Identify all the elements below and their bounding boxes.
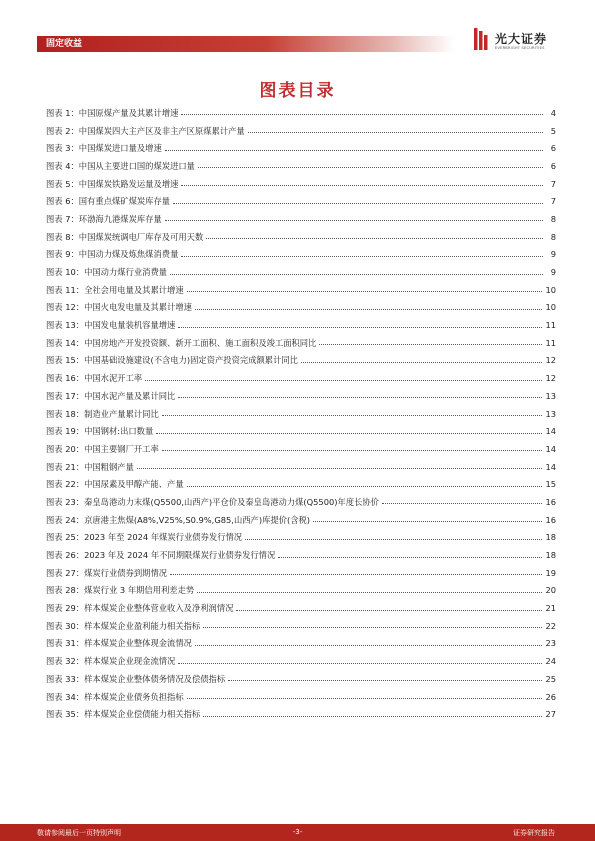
toc-entry-title: 图表 8：中国煤炭统调电厂库存及可用天数 xyxy=(46,231,204,242)
toc-entry[interactable] xyxy=(46,493,556,511)
toc-entry[interactable] xyxy=(46,228,556,246)
toc-entry-title: 图表 19：中国钢材:出口数量 xyxy=(46,426,154,437)
toc-entry-title: 图表 26：2023 年及 2024 年不同期限煤炭行业债券发行情况 xyxy=(46,550,276,561)
toc-entry-page: 20 xyxy=(545,585,556,596)
toc-entry-page: 23 xyxy=(545,638,556,649)
toc-entry-title: 图表 7：环渤海九港煤炭库存量 xyxy=(46,213,162,224)
toc-entry-title: 图表 25：2023 年至 2024 年煤炭行业债券发行情况 xyxy=(46,532,243,543)
toc-leader-dots xyxy=(162,415,543,416)
toc-entry[interactable] xyxy=(46,122,556,140)
toc-entry-page: 27 xyxy=(545,709,556,720)
toc-entry[interactable] xyxy=(46,688,556,706)
toc-entry-page: 6 xyxy=(550,143,556,154)
toc-entry-title: 图表 20：中国主要钢厂开工率 xyxy=(46,443,159,454)
toc-entry-title: 图表 2：中国煤炭四大主产区及非主产区原煤累计产量 xyxy=(46,125,245,136)
toc-entry-page: 8 xyxy=(550,213,556,224)
toc-leader-dots xyxy=(236,610,542,611)
toc-entry-title: 图表 21：中国粗钢产量 xyxy=(46,461,134,472)
toc-entry[interactable] xyxy=(46,652,556,670)
toc-entry-title: 图表 14：中国房地产开发投资额、新开工面积、施工面积及竣工面积同比 xyxy=(46,337,317,348)
toc-leader-dots xyxy=(173,203,543,204)
toc-entry-page: 14 xyxy=(545,426,556,437)
toc-entry-page: 11 xyxy=(545,337,556,348)
toc-leader-dots xyxy=(165,220,543,221)
toc-entry-page: 12 xyxy=(545,355,556,366)
toc-entry[interactable] xyxy=(46,705,556,723)
toc-entry[interactable] xyxy=(46,210,556,228)
toc-entry-page: 13 xyxy=(545,390,556,401)
toc-entry-title: 图表 24：京唐港主焦煤(A8%,V25%,S0.9%,G85,山西产)库提价(含税) xyxy=(46,514,311,525)
toc-entry-title: 图表 23：秦皇岛港动力末煤(Q5500,山西产)平仓价及秦皇岛港动力煤(Q5500)年度长协价 xyxy=(46,496,379,507)
toc-entry-title: 图表 22：中国尿素及甲醇产能、产量 xyxy=(46,479,184,490)
toc-entry-title: 图表 15：中国基础设施建设(不含电力)固定资产投资完成额累计同比 xyxy=(46,355,298,366)
toc-leader-dots xyxy=(203,627,542,628)
brand-name: 光大证券 xyxy=(495,32,548,46)
toc-entry-title: 图表 10：中国动力煤行业消费量 xyxy=(46,267,168,278)
toc-entry-page: 13 xyxy=(545,408,556,419)
toc-entry[interactable] xyxy=(46,599,556,617)
toc-entry[interactable] xyxy=(46,458,556,476)
toc-entry-page: 14 xyxy=(545,461,556,472)
toc-leader-dots xyxy=(228,680,542,681)
toc-leader-dots xyxy=(187,698,543,699)
toc-leader-dots xyxy=(245,539,542,540)
toc-leader-dots xyxy=(382,503,542,504)
toc-leader-dots xyxy=(178,663,542,664)
toc-entry[interactable] xyxy=(46,263,556,281)
toc-leader-dots xyxy=(181,256,543,257)
toc-leader-dots xyxy=(278,557,542,558)
toc-entry[interactable] xyxy=(46,422,556,440)
toc-entry[interactable] xyxy=(46,192,556,210)
toc-entry-page: 5 xyxy=(550,125,556,136)
toc-entry-page: 22 xyxy=(545,620,556,631)
toc-entry-page: 18 xyxy=(545,532,556,543)
toc-entry-page: 9 xyxy=(550,249,556,260)
toc-leader-dots xyxy=(313,521,542,522)
toc-entry[interactable] xyxy=(46,281,556,299)
toc-entry[interactable] xyxy=(46,246,556,264)
toc-entry-title: 图表 17：中国水泥产量及累计同比 xyxy=(46,390,176,401)
toc-entry[interactable] xyxy=(46,175,556,193)
toc-entry-title: 图表 32：样本煤炭企业现金流情况 xyxy=(46,656,176,667)
toc-entry[interactable] xyxy=(46,104,556,122)
toc-leader-dots xyxy=(206,238,543,239)
toc-entry-title: 图表 34：样本煤炭企业债务负担指标 xyxy=(46,691,184,702)
toc-entry-title: 图表 28：煤炭行业 3 年期信用利差走势 xyxy=(46,585,195,596)
toc-entry-page: 7 xyxy=(550,178,556,189)
toc-entry-title: 图表 6：国有重点煤矿煤炭库存量 xyxy=(46,196,171,207)
toc-leader-dots xyxy=(145,380,542,381)
footer-report-type: 证券研究报告 xyxy=(513,829,555,837)
toc-entry-page: 10 xyxy=(545,302,556,313)
toc-leader-dots xyxy=(301,362,542,363)
toc-entry-page: 11 xyxy=(545,320,556,331)
toc-entry-title: 图表 18：制造业产量累计同比 xyxy=(46,408,159,419)
toc-entry[interactable] xyxy=(46,617,556,635)
toc-entry-title: 图表 12：中国火电发电量及其累计增速 xyxy=(46,302,192,313)
toc-leader-dots xyxy=(197,592,542,593)
toc-entry-page: 19 xyxy=(545,567,556,578)
toc-entry[interactable] xyxy=(46,582,556,600)
toc-entry-page: 16 xyxy=(545,496,556,507)
toc-leader-dots xyxy=(181,185,543,186)
toc-entry[interactable] xyxy=(46,299,556,317)
brand-logo-icon xyxy=(474,28,490,50)
toc-leader-dots xyxy=(178,327,542,328)
toc-entry[interactable] xyxy=(46,564,556,582)
toc-entry-title: 图表 29：样本煤炭企业整体营业收入及净利润情况 xyxy=(46,603,234,614)
toc-entry-title: 图表 13：中国发电量装机容量增速 xyxy=(46,320,176,331)
toc-entry-title: 图表 1：中国原煤产量及其累计增速 xyxy=(46,107,179,118)
toc-entry[interactable] xyxy=(46,352,556,370)
toc-entry-page: 10 xyxy=(545,284,556,295)
toc-entry-title: 图表 11：全社会用电量及其累计增速 xyxy=(46,284,184,295)
toc-leader-dots xyxy=(198,167,543,168)
toc-entry[interactable] xyxy=(46,529,556,547)
toc-entry[interactable] xyxy=(46,369,556,387)
toc-list xyxy=(46,104,556,723)
toc-leader-dots xyxy=(319,344,542,345)
page-title: 图表目录 xyxy=(259,81,336,101)
toc-entry-page: 8 xyxy=(550,231,556,242)
footer-disclaimer: 敬请参阅最后一页特别声明 xyxy=(37,829,121,837)
toc-entry-page: 15 xyxy=(545,479,556,490)
toc-entry-page: 14 xyxy=(545,443,556,454)
toc-entry-page: 7 xyxy=(550,196,556,207)
toc-entry-title: 图表 31：样本煤炭企业整体现金流情况 xyxy=(46,638,192,649)
toc-entry-title: 图表 27：煤炭行业债券到期情况 xyxy=(46,567,168,578)
toc-leader-dots xyxy=(203,716,542,717)
toc-entry-page: 21 xyxy=(545,603,556,614)
toc-entry-page: 24 xyxy=(545,656,556,667)
toc-leader-dots xyxy=(187,291,543,292)
toc-leader-dots xyxy=(162,450,543,451)
toc-entry-title: 图表 16：中国水泥开工率 xyxy=(46,373,143,384)
toc-entry-page: 6 xyxy=(550,160,556,171)
header-band xyxy=(37,36,454,52)
toc-entry[interactable] xyxy=(46,316,556,334)
toc-entry-title: 图表 35：样本煤炭企业偿债能力相关指标 xyxy=(46,709,201,720)
section-label: 固定收益 xyxy=(46,39,83,49)
toc-entry[interactable] xyxy=(46,546,556,564)
toc-entry[interactable] xyxy=(46,635,556,653)
page-number: -3- xyxy=(292,828,303,836)
toc-entry[interactable] xyxy=(46,440,556,458)
toc-entry[interactable] xyxy=(46,334,556,352)
toc-leader-dots xyxy=(195,645,542,646)
toc-leader-dots xyxy=(187,486,543,487)
toc-entry-page: 25 xyxy=(545,673,556,684)
toc-entry-page: 4 xyxy=(550,107,556,118)
brand-logo xyxy=(474,28,564,54)
toc-entry[interactable] xyxy=(46,405,556,423)
toc-entry-title: 图表 5：中国煤炭铁路发运量及增速 xyxy=(46,178,179,189)
toc-entry[interactable] xyxy=(46,139,556,157)
toc-entry-page: 16 xyxy=(545,514,556,525)
toc-entry[interactable] xyxy=(46,475,556,493)
toc-entry-title: 图表 3：中国煤炭进口量及增速 xyxy=(46,143,162,154)
toc-leader-dots xyxy=(165,150,543,151)
toc-entry[interactable] xyxy=(46,670,556,688)
toc-entry-title: 图表 9：中国动力煤及炼焦煤消费量 xyxy=(46,249,179,260)
toc-entry-page: 12 xyxy=(545,373,556,384)
toc-entry[interactable] xyxy=(46,387,556,405)
toc-leader-dots xyxy=(178,397,542,398)
toc-entry[interactable] xyxy=(46,157,556,175)
toc-leader-dots xyxy=(195,309,542,310)
toc-leader-dots xyxy=(248,132,543,133)
toc-leader-dots xyxy=(170,274,543,275)
toc-entry-title: 图表 33：样本煤炭企业整体债务情况及偿债指标 xyxy=(46,673,226,684)
brand-subtitle: EVERBRIGHT SECURITIES xyxy=(495,46,545,50)
toc-entry-page: 18 xyxy=(545,550,556,561)
toc-leader-dots xyxy=(137,468,543,469)
toc-leader-dots xyxy=(156,433,542,434)
toc-entry[interactable] xyxy=(46,511,556,529)
toc-entry-page: 26 xyxy=(545,691,556,702)
toc-leader-dots xyxy=(170,574,542,575)
toc-entry-title: 图表 4：中国从主要进口国的煤炭进口量 xyxy=(46,160,195,171)
toc-leader-dots xyxy=(181,114,543,115)
toc-entry-page: 9 xyxy=(550,267,556,278)
toc-entry-title: 图表 30：样本煤炭企业盈利能力相关指标 xyxy=(46,620,201,631)
